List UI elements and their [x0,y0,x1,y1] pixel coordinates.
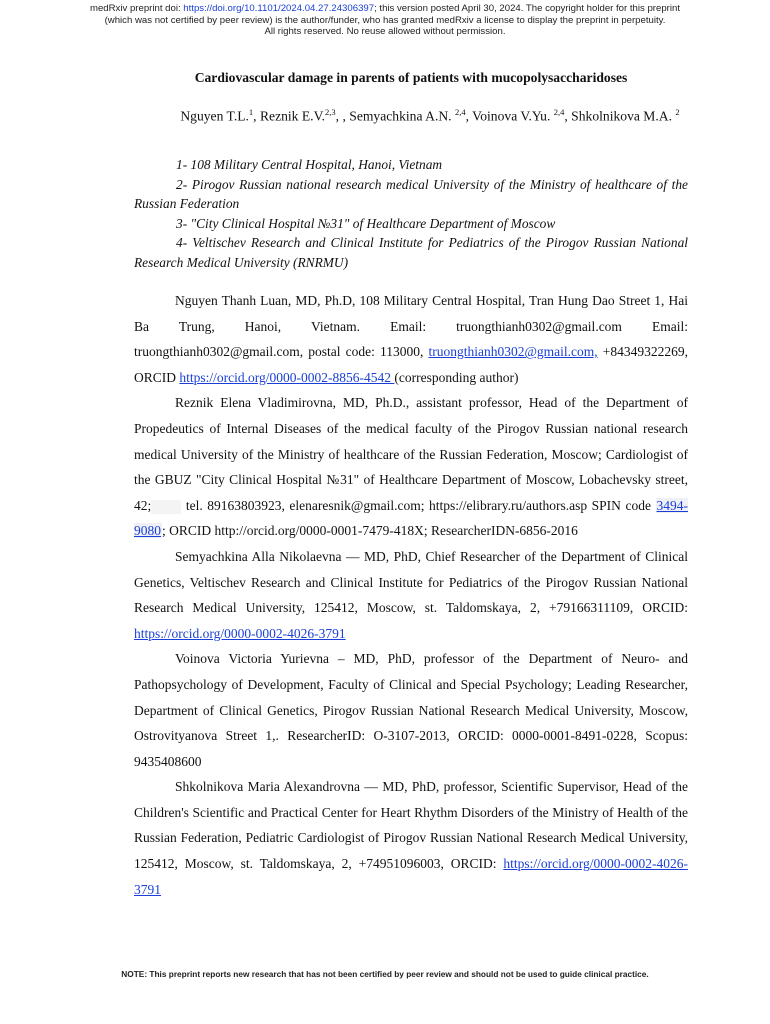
preprint-header [0,3,770,38]
email-link[interactable]: truongthianh0302@gmail.com, [428,344,598,360]
author-bios [134,288,688,902]
author-shkolnikova: , Shkolnikova M.A. [564,108,676,124]
bio-nguyen: Nguyen Thanh Luan, MD, Ph.D, 108 Military Central Hospital, Tran Hung Dao Street 1, Hai Ba Trung, Hanoi, Vietnam. Email: truongthianh0302@gmail.com Email: truongthianh0302@gmail.com, postal code: 113000, truongthianh0302@gmail.com, +84349322269, ORCID https://orcid.org/0000-0002-8856-4542 (corresponding author) [134,293,688,385]
author-semyachkina: , , Semyachkina A.N. [335,108,455,124]
bio-voinova: Voinova Victoria Yurievna – MD, PhD, professor of the Department of Neuro- and Pathopsychology of Development, Faculty of Clinical and Special Psychology; Leading Researcher, Department of Clinical Genetics, Pirogov Russian National Research Medical University, Moscow, Ostrovityanova Street 1,. ResearcherID: O-3107-2013, ORCID: 0000-0001-8491-0228, Scopus: 9435408600 [134,651,688,769]
affiliation-2: 2- Pirogov Russian national research medical University of the Ministry of healthcare of the Russian Federation [134,176,688,211]
affiliations [134,155,688,272]
orcid-link-shkolnikova[interactable]: https://orcid.org/0000-0002-4026-3791 [134,856,688,897]
header-line-1: medRxiv preprint doi: https://doi.org/10.1101/2024.04.27.24306397; this version posted April 30, 2024. The copyright holder for this preprint [89,3,681,14]
preprint-footer-note: NOTE: This preprint reports new research that has not been certified by peer review and should not be used to guide clinical practice. [121,969,649,979]
bio-reznik: Reznik Elena Vladimirovna, MD, Ph.D., assistant professor, Head of the Department of Propedeutics of Internal Diseases of the medical faculty of the Pirogov Russian national research medical University of the Ministry of healthcare of the Russian Federation, Moscow; Cardiologist of the GBUZ "City Clinical Hospital №31" of Healthcare Department of Moscow, Lobachevsky street, 42; tel. 89163803923, elenaresnik@gmail.com; https://elibrary.ru/authors.asp SPIN code 3494-9080; ORCID http://orcid.org/0000-0001-7479-418X; ResearcherIDN-6856-2016 [134,395,688,539]
author-voinova: , Voinova V.Yu. [465,108,554,124]
orcid-link-nguyen[interactable]: https://orcid.org/0000-0002-8856-4542 [179,369,395,385]
affiliation-1: 1- 108 Military Central Hospital, Hanoi, Vietnam [176,157,443,172]
redaction-box [151,500,181,514]
affiliation-3: 3- "City Clinical Hospital №31" of Healthcare Department of Moscow [176,215,556,231]
spin-code-link[interactable]: 3494-9080 [134,497,688,539]
header-line-3: All rights reserved. No reuse allowed without permission. [264,26,506,37]
affiliation-4: 4- Veltischev Research and Clinical Institute for Pediatrics of the Pirogov Russian National Research Medical University (RNRMU) [134,235,688,270]
orcid-link-semyachkina[interactable]: https://orcid.org/0000-0002-4026-3791 [134,625,346,641]
bio-shkolnikova: Shkolnikova Maria Alexandrovna — MD, PhD, professor, Scientific Supervisor, Head of the Children's Scientific and Practical Center for Heart Rhythm Disorders of the Ministry of Health of the Russian Federation, Pediatric Cardiologist of Pirogov Russian National Research Medical University, 125412, Moscow, st. Taldomskaya, 2, +74951096003, ORCID: https://orcid.org/0000-0002-4026-3791 [134,779,688,897]
paper-title: Cardiovascular damage in parents of patients with mucopolysaccharidoses [194,70,628,85]
author-nguyen: Nguyen T.L. [180,108,249,124]
doi-link[interactable]: https://doi.org/10.1101/2024.04.27.24306397 [183,3,375,14]
author-list: Nguyen T.L.$^1$, Reznik E.V.$^{2,3}$, , Semyachkina A.N. $^{2,4}$, Voinova V.Yu. $^{2,4}$, Shkolnikova M.A. $^2$ [180,107,680,124]
header-line-2: (which was not certified by peer review) is the author/funder, who has granted medRxiv a license to display the preprint in perpetuity. [104,14,666,26]
author-reznik: , Reznik E.V. [253,108,326,124]
bio-semyachkina: Semyachkina Alla Nikolaevna — MD, PhD, Chief Researcher of the Department of Clinical Genetics, Veltischev Research and Clinical Institute for Pediatrics of the Pirogov Russian National Research Medical University, 125412, Moscow, st. Taldomskaya, 2, +79166311109, ORCID: https://orcid.org/0000-0002-4026-3791 [134,548,688,641]
